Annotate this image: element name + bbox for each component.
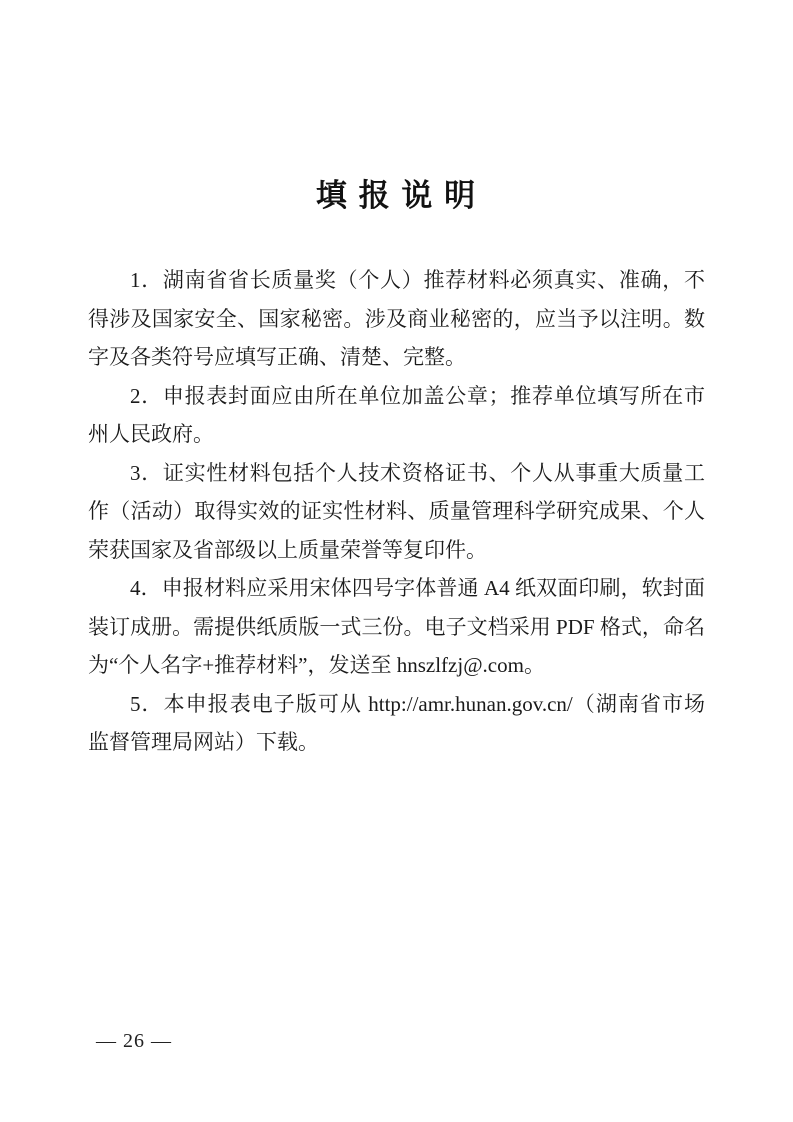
instruction-paragraph-5: 5．本申报表电子版可从 http://amr.hunan.gov.cn/（湖南省市场监督管理局网站）下载。 xyxy=(88,691,705,754)
instruction-paragraph-3: 3．证实性材料包括个人技术资格证书、个人从事重大质量工作（活动）取得实效的证实性材料、质量管理科学研究成果、个人荣获国家及省部级以上质量荣誉等复印件。 xyxy=(88,460,705,562)
instruction-paragraph-4: 4．申报材料应采用宋体四号字体普通 A4 纸双面印刷，软封面装订成册。需提供纸质版一式三份。电子文档采用 PDF 格式，命名为“个人名字+推荐材料”，发送至 hnszlfzj@.com。 xyxy=(88,576,705,677)
instructions-body xyxy=(88,261,705,762)
page-number: — 26 — xyxy=(96,1030,172,1052)
instruction-paragraph-1: 1．湖南省省长质量奖（个人）推荐材料必须真实、准确，不得涉及国家安全、国家秘密。涉及商业秘密的，应当予以注明。数字及各类符号应填写正确、清楚、完整。 xyxy=(88,268,705,369)
instruction-paragraph-2: 2．申报表封面应由所在单位加盖公章；推荐单位填写所在市州人民政府。 xyxy=(88,383,705,446)
page-title: 填 报 说 明 xyxy=(315,178,478,213)
